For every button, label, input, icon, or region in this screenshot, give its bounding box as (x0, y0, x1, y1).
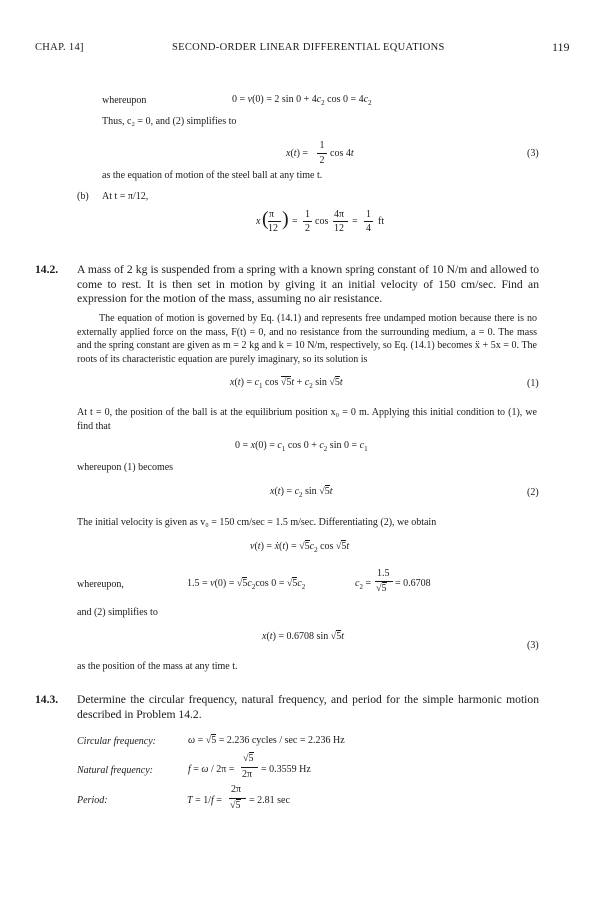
initial-position-equation: $0 = x(0) = c_1$ $\cos 0 + c_2$ $\sin 0 = c_1$ (235, 440, 368, 453)
natural-frequency-equation: f = ω / 2π = √5 2π = 0.3559 Hz (188, 753, 311, 780)
circular-frequency-equation: ω = √5 = 2.236 cycles / sec = 2.236 Hz (188, 735, 345, 746)
problem-14-3-statement: Determine the circular frequency, natural frequency, and period for the simple harmonic motion described in Problem 14.2. (77, 693, 539, 721)
equation-number-2: (2) (527, 487, 539, 498)
initial-velocity-equation: $1.5 = v(0) = √5c_2\cos$ $0 = √5c_2$ $c_2$ = 1.5 √5 = 0.6708 (187, 568, 431, 594)
thus-text: Thus, c₂ = 0, and (2) simplifies to (102, 116, 237, 127)
equation-number-3: (3) (527, 640, 539, 651)
problem-14-3-number: 14.3. (35, 693, 59, 706)
page-number: 119 (552, 40, 570, 54)
solution-equation-1: $x(t) = c_1$ $\cos √5t + c_2$ sin √5t (230, 377, 343, 390)
chapter-label: CHAP. 14] (35, 42, 84, 53)
problem-14-2-para2: At t = 0, the position of the ball is at the equilibrium position x₀ = 0 m. Applying this initial condition to (1), we find that (77, 407, 537, 432)
whereupon-becomes-text: whereupon (1) becomes (77, 462, 174, 473)
whereupon-label: whereupon (102, 95, 147, 106)
whereupon-comma-label: whereupon, (77, 579, 124, 590)
equation-number-3a: (3) (527, 148, 539, 159)
circular-frequency-label: Circular frequency: (77, 736, 156, 747)
period-label: Period: (77, 795, 108, 806)
natural-frequency-label: Natural frequency: (77, 765, 154, 776)
problem-14-2-para1: The equation of motion is governed by Eq. (14.1) and represents free undamped motion because there is no externally applied force on the mass, F(t) = 0, and no resistance from the surrounding medium, a = 0. The mass and the spring constant are given as m = 2 kg and k = 10 N/m, respectively, so Eq. (14.1) becomes ẍ + 5x = 0. The roots of its characteristic equation are purely imaginary, so its solution is (77, 313, 537, 365)
solution-equation-3: x(t) = 0.6708 sin √5t (262, 631, 344, 642)
problem-14-2-para3: The initial velocity is given as v₀ = 150 cm/sec = 1.5 m/sec. Differentiating (2), we obtain (77, 517, 437, 528)
final-position-text: as the position of the mass at any time t. (77, 661, 238, 672)
simplifies-text: and (2) simplifies to (77, 607, 158, 618)
part-b-label: (b) (77, 191, 89, 202)
equation-number-1: (1) (527, 378, 539, 389)
running-title: SECOND-ORDER LINEAR DIFFERENTIAL EQUATIONS (172, 42, 445, 53)
velocity-equation: v(t) = ẋ(t) = $√5c_2$ cos √5t (250, 541, 350, 554)
part-b-equation: x ( π 12 ) = 1 2 cos 4π 12 = 1 4 ft (256, 208, 385, 234)
solution-equation-2: $x(t) = c_2$ sin √5t (270, 486, 333, 499)
period-equation: T = 1/f = 2π √5 = 2.81 sec (187, 784, 290, 811)
part-b-text: At t = π/12, (102, 191, 149, 202)
equation-of-motion-text: as the equation of motion of the steel ball at any time t. (102, 170, 323, 181)
problem-14-2-number: 14.2. (35, 263, 59, 276)
problem-14-2-statement: A mass of 2 kg is suspended from a spring with a known spring constant of 10 N/m and allowed to come to rest. It is then set in motion by giving it an initial velocity of 150 cm/sec. Find an expression for the motion of the mass, assuming no air resistance. (77, 263, 539, 306)
velocity-zero-equation: 0 = v(0) = 2 $\sin 0 + 4c_2$ $\cos 0 = 4c_2$ (232, 94, 372, 107)
